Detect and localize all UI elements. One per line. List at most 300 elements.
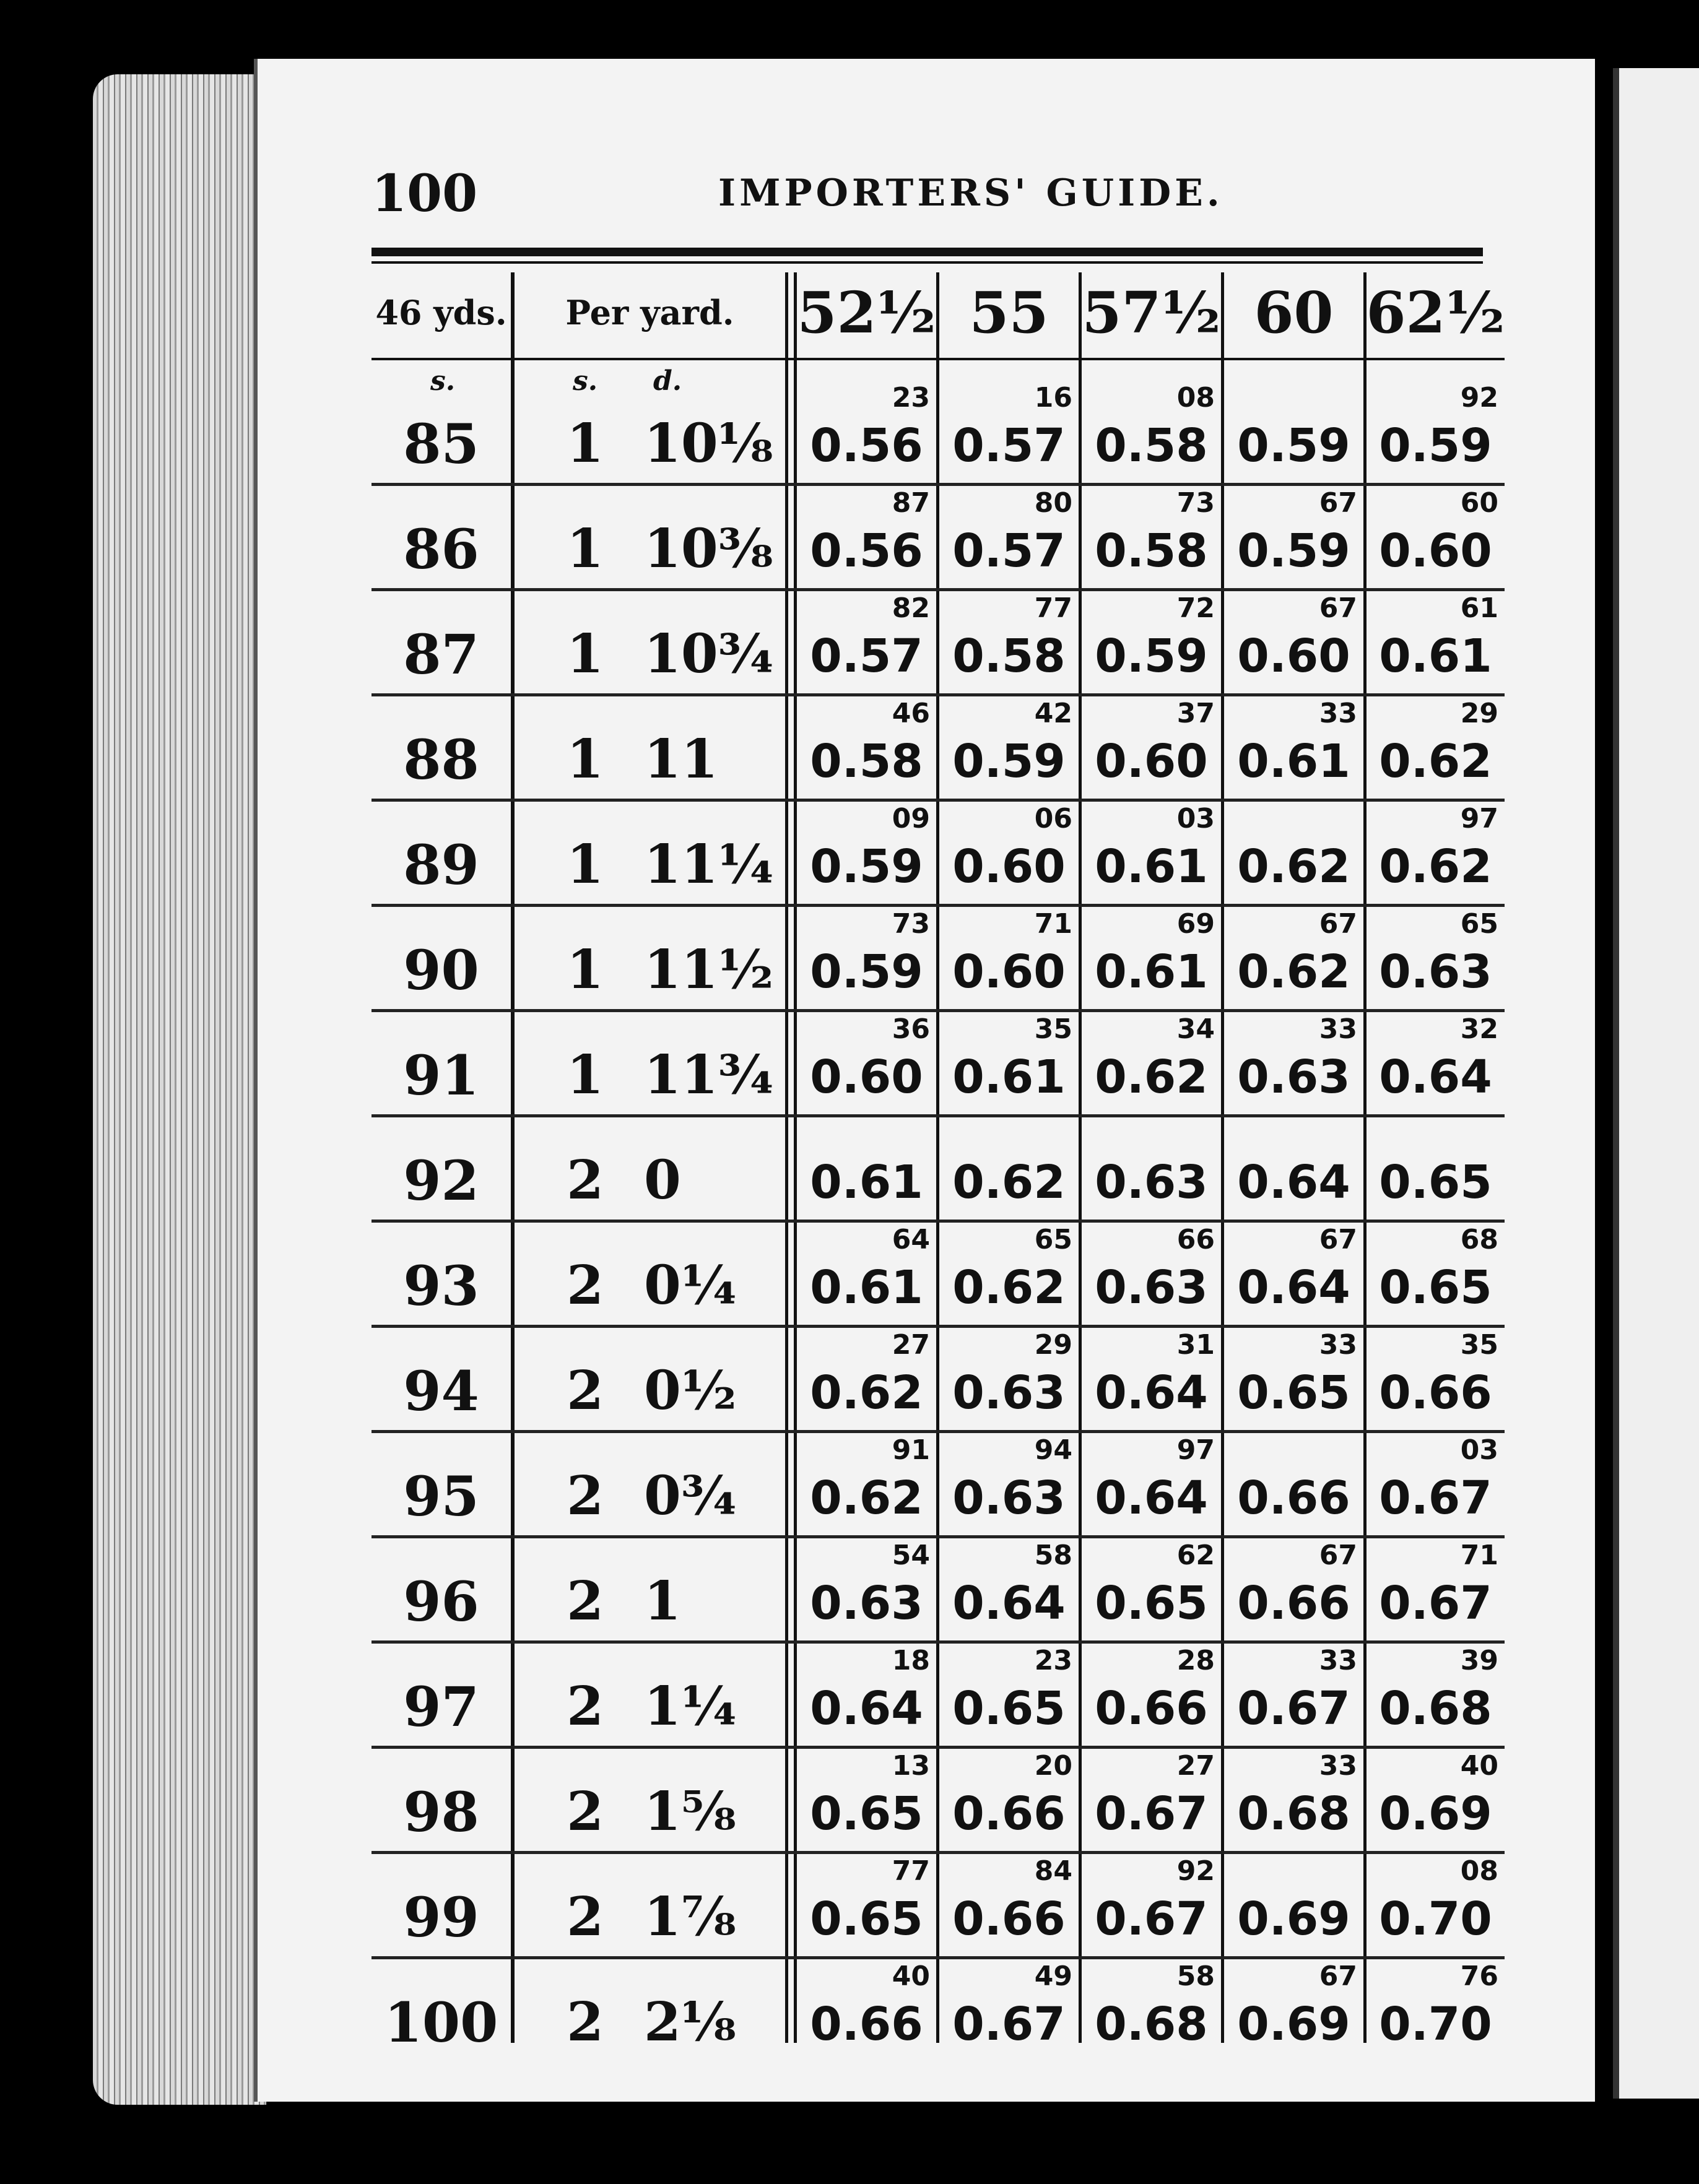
value-main: 0.61 xyxy=(1095,945,1208,999)
dollar-value-cell xyxy=(797,1854,936,1959)
value-fraction-digits: 64 xyxy=(892,1224,930,1255)
dollar-value-cell xyxy=(939,591,1079,696)
value-main: 0.66 xyxy=(1379,1366,1492,1419)
value-fraction-digits: 33 xyxy=(1319,698,1357,729)
value-fraction-digits: 60 xyxy=(1460,487,1498,519)
value-fraction-digits: 68 xyxy=(1460,1224,1498,1255)
value-main: 0.62 xyxy=(1237,945,1350,999)
unit-shillings: s. xyxy=(430,365,456,397)
table-row xyxy=(372,1012,1505,1117)
value-fraction-digits: 42 xyxy=(1034,698,1072,729)
value-fraction-digits: 16 xyxy=(1034,382,1072,414)
value-main: 0.57 xyxy=(952,524,1066,578)
dollar-value-cell xyxy=(1367,1959,1505,2065)
shillings-cell: 1 xyxy=(567,728,604,791)
value-main: 0.70 xyxy=(1379,1998,1492,2051)
book-page-edges xyxy=(93,74,266,2105)
dollar-value-cell xyxy=(797,1749,936,1854)
pence-cell: 0 xyxy=(644,1149,681,1211)
dollar-value-cell xyxy=(1224,1749,1363,1854)
value-main: 0.56 xyxy=(810,524,923,578)
pence-cell: 11½ xyxy=(644,938,774,1001)
dollar-value-cell xyxy=(1082,381,1221,486)
shillings-cell: 2 xyxy=(567,1886,604,1948)
value-fraction-digits: 03 xyxy=(1460,1434,1498,1466)
value-main: 0.69 xyxy=(1237,1892,1350,1946)
dollar-value-cell xyxy=(939,1328,1079,1433)
shillings-cell: 2 xyxy=(567,1991,604,2053)
value-fraction-digits: 33 xyxy=(1319,1329,1357,1361)
dollar-value-cell xyxy=(1082,1433,1221,1538)
value-fraction-digits: 92 xyxy=(1460,382,1498,414)
dollar-value-cell xyxy=(1367,1433,1505,1538)
dollar-value-cell xyxy=(939,1012,1079,1117)
dollar-value-cell xyxy=(797,1223,936,1328)
value-fraction-digits: 69 xyxy=(1176,908,1215,940)
value-main: 0.70 xyxy=(1379,1892,1492,1946)
value-fraction-digits: 40 xyxy=(1460,1750,1498,1782)
header-yds: 46 yds. xyxy=(375,293,507,332)
value-fraction-digits: 65 xyxy=(1034,1224,1072,1255)
shillings-cell: 2 xyxy=(567,1675,604,1738)
table-row xyxy=(372,486,1505,591)
value-fraction-digits: 32 xyxy=(1460,1013,1498,1045)
yards-cell: 91 xyxy=(403,1043,479,1107)
dollar-value-cell xyxy=(797,1433,936,1538)
table-row xyxy=(372,1433,1505,1538)
value-fraction-digits: 67 xyxy=(1319,1961,1357,1992)
shillings-cell: 1 xyxy=(567,1044,604,1106)
yards-cell: 90 xyxy=(403,938,479,1002)
dollar-value-cell xyxy=(1082,1328,1221,1433)
value-main: 0.65 xyxy=(1379,1156,1492,1209)
value-main: 0.62 xyxy=(1237,840,1350,893)
table-row xyxy=(372,1749,1505,1854)
dollar-value-cell xyxy=(1367,1117,1505,1223)
value-main: 0.66 xyxy=(1237,1471,1350,1525)
table-row xyxy=(372,1644,1505,1749)
shillings-cell: 1 xyxy=(567,412,604,475)
value-main: 0.64 xyxy=(1237,1156,1350,1209)
dollar-value-cell xyxy=(1224,486,1363,591)
dollar-value-cell xyxy=(939,1854,1079,1959)
value-fraction-digits: 67 xyxy=(1319,908,1357,940)
yards-cell: 99 xyxy=(403,1885,479,1949)
dollar-value-cell xyxy=(1082,1644,1221,1749)
dollar-value-cell xyxy=(797,696,936,802)
value-fraction-digits: 65 xyxy=(1460,908,1498,940)
dollar-value-cell xyxy=(1367,1328,1505,1433)
shillings-cell: 2 xyxy=(567,1254,604,1317)
value-fraction-digits: 77 xyxy=(892,1855,930,1887)
value-main: 0.61 xyxy=(1237,735,1350,788)
value-main: 0.59 xyxy=(1237,524,1350,578)
shillings-cell: 1 xyxy=(567,518,604,580)
dollar-value-cell xyxy=(1367,1538,1505,1644)
dollar-value-cell xyxy=(1367,381,1505,486)
dollar-value-cell xyxy=(1367,802,1505,907)
facing-page-edge xyxy=(1613,68,1699,2099)
dollar-value-cell xyxy=(1367,1749,1505,1854)
dollar-value-cell xyxy=(1367,1223,1505,1328)
pence-cell: 11¼ xyxy=(644,833,774,896)
dollar-value-cell xyxy=(1367,907,1505,1012)
value-main: 0.65 xyxy=(810,1787,923,1840)
value-fraction-digits: 62 xyxy=(1176,1540,1215,1571)
value-main: 0.62 xyxy=(810,1471,923,1525)
value-fraction-digits: 73 xyxy=(1176,487,1215,519)
dollar-value-cell xyxy=(797,1328,936,1433)
value-main: 0.59 xyxy=(810,840,923,893)
dollar-value-cell xyxy=(1224,381,1363,486)
value-main: 0.64 xyxy=(1237,1261,1350,1314)
header-rule-thick xyxy=(372,248,1483,256)
value-main: 0.66 xyxy=(1237,1577,1350,1630)
value-fraction-digits: 06 xyxy=(1034,803,1072,834)
dollar-value-cell xyxy=(1082,1854,1221,1959)
value-main: 0.67 xyxy=(1095,1787,1208,1840)
value-fraction-digits: 97 xyxy=(1460,803,1498,834)
value-main: 0.64 xyxy=(1095,1366,1208,1419)
dollar-value-cell xyxy=(1367,1854,1505,1959)
value-main: 0.65 xyxy=(1095,1577,1208,1630)
dollar-value-cell xyxy=(939,381,1079,486)
table-row xyxy=(372,802,1505,907)
pence-cell: 2⅛ xyxy=(644,1991,736,2053)
value-main: 0.61 xyxy=(1379,630,1492,683)
yards-cell: 97 xyxy=(403,1675,479,1739)
value-main: 0.64 xyxy=(952,1577,1066,1630)
value-fraction-digits: 67 xyxy=(1319,487,1357,519)
dollar-value-cell xyxy=(797,1117,936,1223)
dollar-value-cell xyxy=(1082,1538,1221,1644)
value-main: 0.63 xyxy=(1095,1261,1208,1314)
table-row xyxy=(372,696,1505,802)
value-fraction-digits: 71 xyxy=(1034,908,1072,940)
value-main: 0.66 xyxy=(1095,1682,1208,1735)
table-row xyxy=(372,591,1505,696)
value-main: 0.68 xyxy=(1237,1787,1350,1840)
value-main: 0.63 xyxy=(952,1366,1066,1419)
pence-cell: 10⅜ xyxy=(644,518,773,580)
value-fraction-digits: 97 xyxy=(1176,1434,1215,1466)
dollar-value-cell xyxy=(939,1959,1079,2065)
value-main: 0.61 xyxy=(810,1156,923,1209)
dollar-value-cell xyxy=(1224,1223,1363,1328)
dollar-value-cell xyxy=(1367,486,1505,591)
value-fraction-digits: 37 xyxy=(1176,698,1215,729)
dollar-value-cell xyxy=(797,381,936,486)
value-fraction-digits: 82 xyxy=(892,592,930,624)
value-fraction-digits: 67 xyxy=(1319,1224,1357,1255)
dollar-value-cell xyxy=(1082,591,1221,696)
shillings-cell: 2 xyxy=(567,1359,604,1422)
dollar-value-cell xyxy=(939,1538,1079,1644)
value-fraction-digits: 35 xyxy=(1034,1013,1072,1045)
value-fraction-digits: 18 xyxy=(892,1645,930,1676)
value-fraction-digits: 72 xyxy=(1176,592,1215,624)
value-fraction-digits: 36 xyxy=(892,1013,930,1045)
value-main: 0.67 xyxy=(1095,1892,1208,1946)
shillings-cell: 2 xyxy=(567,1465,604,1527)
pence-cell: 1¼ xyxy=(644,1675,737,1738)
dollar-value-cell xyxy=(1367,1012,1505,1117)
yards-cell: 94 xyxy=(403,1359,479,1423)
yards-cell: 96 xyxy=(403,1569,479,1634)
shillings-cell: 2 xyxy=(567,1780,604,1843)
dollar-value-cell xyxy=(797,907,936,1012)
dollar-value-cell xyxy=(1224,1644,1363,1749)
value-main: 0.59 xyxy=(1237,419,1350,472)
dollar-value-cell xyxy=(939,1644,1079,1749)
dollar-value-cell xyxy=(939,1117,1079,1223)
value-fraction-digits: 31 xyxy=(1176,1329,1215,1361)
value-fraction-digits: 20 xyxy=(1034,1750,1072,1782)
yards-cell: 93 xyxy=(403,1254,479,1318)
table-row xyxy=(372,1959,1505,2065)
dollar-value-cell xyxy=(1224,591,1363,696)
value-main: 0.63 xyxy=(952,1471,1066,1525)
value-fraction-digits: 40 xyxy=(892,1961,930,1992)
value-main: 0.64 xyxy=(1379,1051,1492,1104)
dollar-value-cell xyxy=(797,486,936,591)
value-fraction-digits: 13 xyxy=(892,1750,930,1782)
dollar-value-cell xyxy=(1224,1854,1363,1959)
yards-cell: 87 xyxy=(403,622,479,687)
table-row xyxy=(372,1538,1505,1644)
dollar-value-cell xyxy=(1224,1012,1363,1117)
yards-cell: 85 xyxy=(403,412,479,476)
value-main: 0.64 xyxy=(810,1682,923,1735)
value-fraction-digits: 23 xyxy=(892,382,930,414)
value-fraction-digits: 33 xyxy=(1319,1013,1357,1045)
value-fraction-digits: 34 xyxy=(1176,1013,1215,1045)
value-fraction-digits: 91 xyxy=(892,1434,930,1466)
value-main: 0.61 xyxy=(952,1051,1066,1104)
value-fraction-digits: 80 xyxy=(1034,487,1072,519)
shillings-cell: 1 xyxy=(567,833,604,896)
yards-cell: 100 xyxy=(384,1990,498,2055)
unit-d: d. xyxy=(653,365,682,397)
value-main: 0.60 xyxy=(952,945,1066,999)
value-main: 0.66 xyxy=(810,1998,923,2051)
value-main: 0.61 xyxy=(810,1261,923,1314)
value-main: 0.67 xyxy=(1237,1682,1350,1735)
yards-cell: 88 xyxy=(403,727,479,792)
dollar-value-cell xyxy=(797,802,936,907)
value-main: 0.69 xyxy=(1379,1787,1492,1840)
value-main: 0.60 xyxy=(1379,524,1492,578)
yards-cell: 89 xyxy=(403,833,479,897)
dollar-value-cell xyxy=(1224,1117,1363,1223)
pence-cell: 0½ xyxy=(644,1359,737,1422)
dollar-value-cell xyxy=(1224,1328,1363,1433)
value-main: 0.62 xyxy=(1379,840,1492,893)
value-main: 0.58 xyxy=(952,630,1066,683)
value-fraction-digits: 84 xyxy=(1034,1855,1072,1887)
value-main: 0.65 xyxy=(1237,1366,1350,1419)
dollar-value-cell xyxy=(797,1538,936,1644)
value-fraction-digits: 92 xyxy=(1176,1855,1215,1887)
dollar-value-cell xyxy=(939,696,1079,802)
pence-cell: 11 xyxy=(644,728,718,791)
value-fraction-digits: 29 xyxy=(1034,1329,1072,1361)
value-fraction-digits: 67 xyxy=(1319,592,1357,624)
dollar-value-cell xyxy=(939,907,1079,1012)
pence-cell: 1⅞ xyxy=(644,1886,736,1948)
dollar-value-cell xyxy=(797,591,936,696)
dollar-value-cell xyxy=(939,1749,1079,1854)
value-main: 0.60 xyxy=(952,840,1066,893)
header-price: 60 xyxy=(1254,279,1334,346)
value-main: 0.60 xyxy=(1237,630,1350,683)
dollar-value-cell xyxy=(1082,1012,1221,1117)
value-fraction-digits: 33 xyxy=(1319,1750,1357,1782)
page-number: 100 xyxy=(372,164,478,223)
value-fraction-digits: 61 xyxy=(1460,592,1498,624)
dollar-value-cell xyxy=(939,1223,1079,1328)
value-main: 0.63 xyxy=(1095,1156,1208,1209)
dollar-value-cell xyxy=(797,1959,936,2065)
value-main: 0.69 xyxy=(1237,1998,1350,2051)
dollar-value-cell xyxy=(1082,1223,1221,1328)
pence-cell: 1 xyxy=(644,1570,681,1632)
value-main: 0.58 xyxy=(810,735,923,788)
value-fraction-digits: 71 xyxy=(1460,1540,1498,1571)
running-title: IMPORTERS' GUIDE. xyxy=(718,171,1223,215)
dollar-value-cell xyxy=(939,486,1079,591)
value-fraction-digits: 49 xyxy=(1034,1961,1072,1992)
value-fraction-digits: 67 xyxy=(1319,1540,1357,1571)
value-main: 0.62 xyxy=(1095,1051,1208,1104)
dollar-value-cell xyxy=(1224,1433,1363,1538)
shillings-cell: 1 xyxy=(567,938,604,1001)
dollar-value-cell xyxy=(1082,1749,1221,1854)
value-main: 0.67 xyxy=(952,1998,1066,2051)
table-row xyxy=(372,1854,1505,1959)
value-fraction-digits: 27 xyxy=(1176,1750,1215,1782)
value-main: 0.60 xyxy=(810,1051,923,1104)
dollar-value-cell xyxy=(1224,696,1363,802)
value-fraction-digits: 08 xyxy=(1176,382,1215,414)
value-fraction-digits: 94 xyxy=(1034,1434,1072,1466)
value-main: 0.65 xyxy=(810,1892,923,1946)
dollar-value-cell xyxy=(1082,802,1221,907)
value-main: 0.57 xyxy=(810,630,923,683)
dollar-value-cell xyxy=(1224,1959,1363,2065)
table-row xyxy=(372,381,1505,486)
value-main: 0.67 xyxy=(1379,1577,1492,1630)
value-main: 0.67 xyxy=(1379,1471,1492,1525)
dollar-value-cell xyxy=(1367,696,1505,802)
value-main: 0.58 xyxy=(1095,524,1208,578)
dollar-value-cell xyxy=(1367,591,1505,696)
value-main: 0.62 xyxy=(952,1261,1066,1314)
pence-cell: 10¾ xyxy=(644,623,774,685)
value-fraction-digits: 46 xyxy=(892,698,930,729)
value-main: 0.66 xyxy=(952,1892,1066,1946)
value-main: 0.57 xyxy=(952,419,1066,472)
value-main: 0.59 xyxy=(1095,630,1208,683)
value-main: 0.61 xyxy=(1095,840,1208,893)
pence-cell: 11¾ xyxy=(644,1044,774,1106)
unit-s: s. xyxy=(573,365,598,397)
yards-cell: 92 xyxy=(403,1148,479,1213)
dollar-value-cell xyxy=(1082,1117,1221,1223)
dollar-value-cell xyxy=(1224,1538,1363,1644)
shillings-cell: 1 xyxy=(567,623,604,685)
value-main: 0.68 xyxy=(1379,1682,1492,1735)
table-row xyxy=(372,1328,1505,1433)
value-fraction-digits: 09 xyxy=(892,803,930,834)
value-fraction-digits: 66 xyxy=(1176,1224,1215,1255)
yards-cell: 86 xyxy=(403,517,479,581)
value-fraction-digits: 58 xyxy=(1034,1540,1072,1571)
dollar-value-cell xyxy=(1224,802,1363,907)
dollar-value-cell xyxy=(1082,486,1221,591)
value-fraction-digits: 23 xyxy=(1034,1645,1072,1676)
pence-cell: 1⅝ xyxy=(644,1780,736,1843)
value-fraction-digits: 87 xyxy=(892,487,930,519)
value-main: 0.64 xyxy=(1095,1471,1208,1525)
table-row xyxy=(372,1223,1505,1328)
conversion-table xyxy=(372,272,1505,2055)
value-fraction-digits: 08 xyxy=(1460,1855,1498,1887)
value-fraction-digits: 27 xyxy=(892,1329,930,1361)
value-main: 0.59 xyxy=(810,945,923,999)
header-price: 55 xyxy=(969,279,1049,346)
page-header xyxy=(372,158,1486,226)
dollar-value-cell xyxy=(939,1433,1079,1538)
pence-cell: 10⅛ xyxy=(644,412,773,475)
yards-cell: 95 xyxy=(403,1464,479,1528)
yards-cell: 98 xyxy=(403,1780,479,1844)
value-fraction-digits: 39 xyxy=(1460,1645,1498,1676)
dollar-value-cell xyxy=(1367,1644,1505,1749)
value-main: 0.63 xyxy=(810,1577,923,1630)
header-rule xyxy=(372,358,1505,360)
header-rule-thin xyxy=(372,261,1483,264)
header-per-yard: Per yard. xyxy=(565,293,734,332)
dollar-value-cell xyxy=(797,1012,936,1117)
header-price: 62½ xyxy=(1366,279,1505,346)
dollar-value-cell xyxy=(797,1644,936,1749)
dollar-value-cell xyxy=(1082,1959,1221,2065)
value-fraction-digits: 33 xyxy=(1319,1645,1357,1676)
table-row xyxy=(372,907,1505,1012)
dollar-value-cell xyxy=(1082,907,1221,1012)
value-main: 0.62 xyxy=(1379,735,1492,788)
value-fraction-digits: 35 xyxy=(1460,1329,1498,1361)
value-main: 0.65 xyxy=(952,1682,1066,1735)
value-fraction-digits: 77 xyxy=(1034,592,1072,624)
value-main: 0.59 xyxy=(952,735,1066,788)
dollar-value-cell xyxy=(1224,907,1363,1012)
table-row xyxy=(372,1117,1505,1223)
shillings-cell: 2 xyxy=(567,1149,604,1211)
header-price: 52½ xyxy=(797,279,936,346)
value-fraction-digits: 29 xyxy=(1460,698,1498,729)
pence-cell: 0¾ xyxy=(644,1465,737,1527)
value-fraction-digits: 58 xyxy=(1176,1961,1215,1992)
value-main: 0.66 xyxy=(952,1787,1066,1840)
value-main: 0.62 xyxy=(952,1156,1066,1209)
value-main: 0.62 xyxy=(810,1366,923,1419)
value-fraction-digits: 03 xyxy=(1176,803,1215,834)
pence-cell: 0¼ xyxy=(644,1254,737,1317)
value-main: 0.58 xyxy=(1095,419,1208,472)
value-main: 0.63 xyxy=(1379,945,1492,999)
